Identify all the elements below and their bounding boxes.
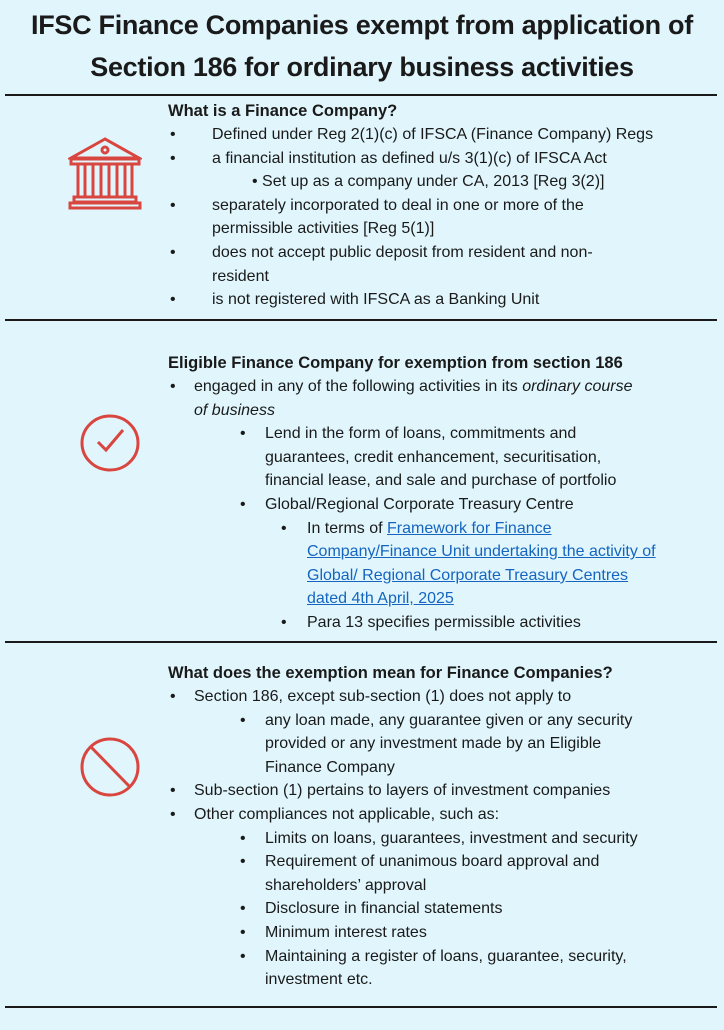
sub-list-item: • any loan made, any guarantee given or any security <box>240 711 633 729</box>
sub-sub-list-item-continued <box>168 564 713 588</box>
sub-sub-list-item-continued <box>168 540 713 564</box>
list-item: • Sub-section (1) pertains to layers of investment companies <box>170 782 611 800</box>
sub-sub-list-item-continued <box>168 587 713 611</box>
sub-list-item: • Limits on loans, guarantees, investment and security <box>240 829 638 847</box>
divider <box>5 319 717 321</box>
section-heading: Eligible Finance Company for exemption from section 186 <box>168 354 623 372</box>
sub-list-item-continued: investment etc. <box>265 971 373 989</box>
section-content <box>168 661 713 992</box>
sub-list-item: • Disclosure in financial statements <box>240 900 503 918</box>
framework-link[interactable]: Company/Finance Unit undertaking the activity of <box>307 543 656 561</box>
list-item-continued: resident <box>212 267 269 285</box>
list-item: • engaged in any of the following activities in its ordinary course <box>170 378 633 395</box>
sub-list-item: • Set up as a company under CA, 2013 [Reg 3(2)] <box>252 173 605 191</box>
list-item: • Section 186, except sub-section (1) does not apply to <box>170 688 572 705</box>
list-item: • Defined under Reg 2(1)(c) of IFSCA (Finance Company) Regs <box>170 126 654 143</box>
sub-list-item: • Requirement of unanimous board approval and <box>240 853 600 871</box>
list-item: • Other compliances not applicable, such as: <box>170 805 500 823</box>
sub-list-item: • Maintaining a register of loans, guarantee, security, <box>240 947 627 965</box>
list-item-continued: permissible activities [Reg 5(1)] <box>212 220 435 238</box>
framework-link[interactable]: Framework for Finance <box>387 519 552 537</box>
page-title <box>0 4 724 88</box>
sub-list-item-continued: guarantees, credit enhancement, securitisation, <box>265 448 602 466</box>
divider <box>5 94 717 96</box>
section-heading: What is a Finance Company? <box>168 102 398 120</box>
list-item: • does not accept public deposit from resident and non- <box>170 243 593 261</box>
check-circle-icon <box>79 413 141 473</box>
prohibited-icon <box>79 736 141 798</box>
list-item: • a financial institution as defined u/s 3(1)(c) of IFSCA Act <box>170 149 607 167</box>
sub-list-item: • Lend in the form of loans, commitments and <box>240 425 577 443</box>
sub-list-item: • Global/Regional Corporate Treasury Centre <box>240 495 574 513</box>
title-line-1: IFSC Finance Companies exempt from application of <box>31 10 693 40</box>
sub-list-item-continued: shareholders’ approval <box>265 876 427 894</box>
bank-building-icon <box>68 136 142 212</box>
list-item: • is not registered with IFSCA as a Banking Unit <box>170 291 540 309</box>
framework-link[interactable]: Global/ Regional Corporate Treasury Centres <box>307 566 629 584</box>
sub-sub-list-item: • Para 13 specifies permissible activities <box>281 613 581 631</box>
sub-list-item-continued: Finance Company <box>265 758 395 776</box>
section-content <box>168 99 713 312</box>
sub-list-item: • Minimum interest rates <box>240 923 427 941</box>
list-item: • separately incorporated to deal in one or more of the <box>170 196 584 214</box>
sub-sub-list-item: • In terms of Framework for Finance <box>281 519 552 537</box>
list-item-continued: of business <box>194 401 275 419</box>
divider <box>5 1006 717 1008</box>
sub-list-item-continued: provided or any investment made by an Eligible <box>265 735 602 753</box>
section-heading: What does the exemption mean for Finance Companies? <box>168 664 613 682</box>
section-content <box>168 351 713 635</box>
sub-list-item-continued: financial lease, and sale and purchase of portfolio <box>265 472 617 490</box>
framework-link[interactable]: dated 4th April, 2025 <box>307 590 454 608</box>
divider <box>5 641 717 643</box>
title-line-2: Section 186 for ordinary business activities <box>90 52 634 82</box>
